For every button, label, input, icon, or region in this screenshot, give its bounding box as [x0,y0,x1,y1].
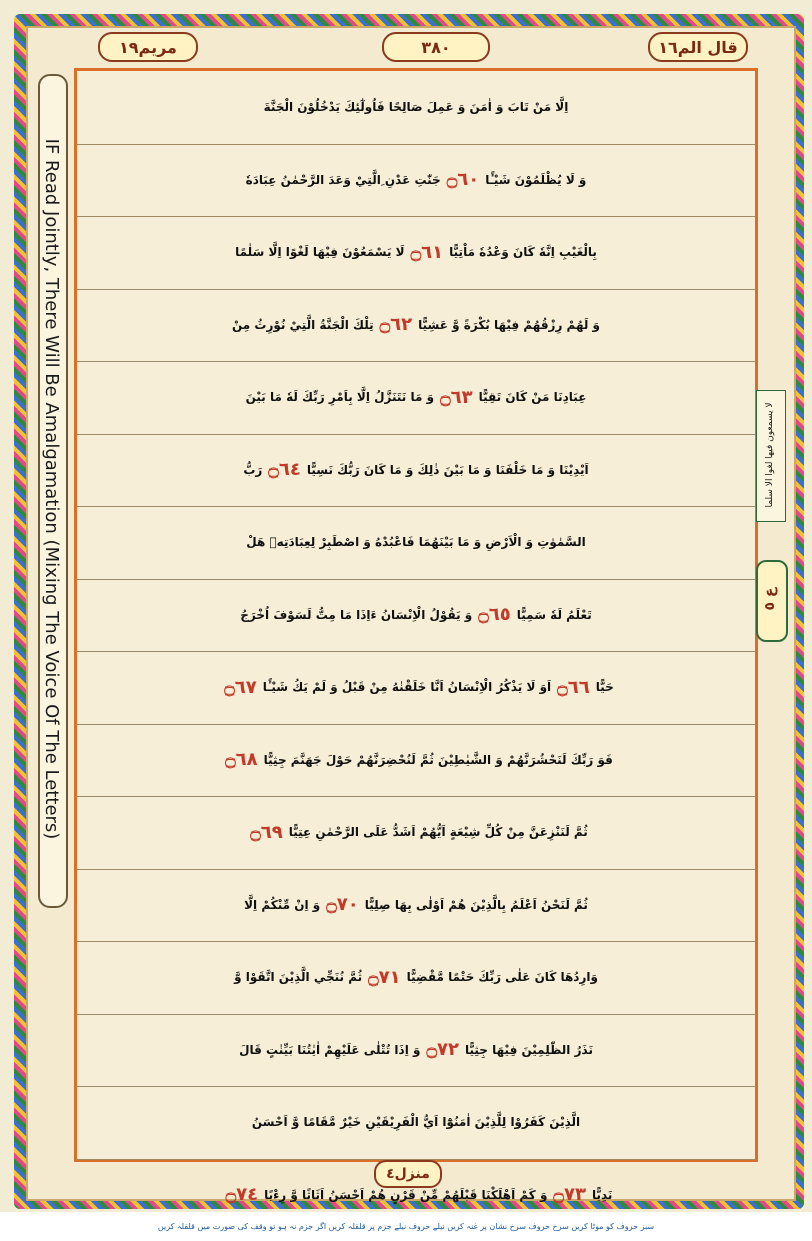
verse-text: الَّذِيْنَ كَفَرُوْا لِلَّذِيْنَ اٰمَنُوْٓا اَيُّ الْفَرِيْقَيْنِ خَيْرٌ مَّقَامًا وَّ اَحْسَنُ [251,1115,581,1130]
ayah-number: ۝٦٦ [557,676,590,698]
verse-text: وَ لَا يُظْلَمُوْنَ شَيْـًٔا [485,172,587,187]
ayah-number: ۝٧٠ [326,894,359,916]
verse-text: ثُمَّ لَنَنْزِعَنَّ مِنْ كُلِّ شِيْعَةٍ اَيُّهُمْ اَشَدُّ عَلَى الرَّحْمٰنِ عِتِيًّا [288,825,588,840]
tajweed-legend: سبز حروف کو موٹا کریں سرخ حروف سرخ نشان پر غنہ کریں نیلے حروف نیلے جزم پر قلقلہ کریں اگر جزم نہ ہو تو وقف کی صورت میں قلقلہ کریں [0,1212,812,1241]
verse-text: وَ اِذَا تُتْلٰى عَلَيْهِمْ اٰيٰتُنَا بَيِّنٰتٍ قَالَ [239,1042,421,1057]
verse-text: ثُمَّ نُنَجِّي الَّذِيْنَ اتَّقَوْا وَّ [234,970,363,985]
page-number: ٣٨٠ [382,32,490,62]
verse-line [77,651,755,725]
ayah-number: ۝٦٨ [225,749,258,771]
ayah-number: ۝٦٤ [268,459,301,481]
verse-text: تِلْكَ الْجَنَّةُ الَّتِيْ نُوْرِثُ مِنْ [232,317,374,332]
verse-text: نَذَرُ الظّٰلِمِيْنَ فِيْهَا جِثِيًّا [464,1042,593,1057]
verse-line [77,1014,755,1088]
ayah-number: ۝٦١ [410,241,444,263]
ayah-number: ۝٧٤ [225,1184,259,1206]
ayah-number: ۝٦٣ [440,386,473,408]
verse-text: اَيْدِيْنَا وَ مَا خَلْفَنَا وَ مَا بَيْنَ ذٰلِكَ وَ مَا كَانَ رَبُّكَ نَسِيًّا [306,462,589,477]
verse-text: نَدِيًّا [591,1187,613,1202]
verse-text: بِالْغَيْبِ اِنَّهٗ كَانَ وَعْدُهٗ مَاْتِيًّا [449,245,597,260]
verse-text: اِلَّا مَنْ تَابَ وَ اٰمَنَ وَ عَمِلَ صَالِحًا فَاُولٰٓئِكَ يَدْخُلُوْنَ الْجَنَّةَ [263,100,569,115]
verse-line [77,941,755,1015]
verse-line [77,724,755,798]
verse-text: وَ مَا نَتَنَزَّلُ اِلَّا بِاَمْرِ رَبِّكَ لَهٗ مَا بَيْنَ [245,390,435,405]
verse-text: فَوَ رَبِّكَ لَنَحْشُرَنَّهُمْ وَ الشَّيٰطِيْنَ ثُمَّ لَنُحْضِرَنَّهُمْ حَوْلَ جَهَنَّمَ جِثِيًّا [263,752,613,767]
verse-line [77,361,755,435]
verse-text: تَعْلَمُ لَهٗ سَمِيًّا [516,607,592,622]
ayah-number: ۝٦٥ [478,604,511,626]
verse-line [77,434,755,508]
verse-text: حَيًّا [595,680,614,695]
ayah-number: ۝٦٠ [446,169,480,191]
verse-text: وَ لَهُمْ رِزْقُهُمْ فِيْهَا بُكْرَةً وَّ عَشِيًّا [418,317,601,332]
verse-line [77,506,755,580]
verse-text: وَ كَمْ اَهْلَكْنَا قَبْلَهُمْ مِّنْ قَرْنٍ هُمْ اَحْسَنُ اَثَاثًا وَّ رِءْيًا [264,1187,548,1202]
verse-line [77,289,755,363]
juz-label: قال الم١٦ [648,32,748,62]
verse-text: لَا يَسْمَعُوْنَ فِيْهَا لَغْوًا اِلَّا سَلٰمًا [235,245,405,260]
verse-text: وَارِدُهَا كَانَ عَلٰى رَبِّكَ حَتْمًا مَّقْضِيًّا [406,970,598,985]
verse-text: وَ يَقُوْلُ الْاِنْسَانُ ءَاِذَا مَا مِتُّ لَسَوْفَ اُخْرَجُ [240,607,473,622]
surah-label: مريم١٩ [98,32,198,62]
ayah-number: ۝٦٢ [379,314,413,336]
verse-line [77,71,755,145]
verse-line [77,796,755,870]
side-note: IF Read Jointly, There Will Be Amalgamation (Mixing The Voice Of The Letters) [41,138,62,840]
verse-line [77,216,755,290]
verse-line [77,144,755,218]
verse-line [77,869,755,943]
verse-line [77,579,755,653]
ayah-number: ۝٦٩ [250,821,283,843]
verse-text: عِبَادِنَا مَنْ كَانَ تَقِيًّا [478,390,587,405]
verse-text: اَوَ لَا يَذْكُرُ الْاِنْسَانُ اَنَّا خَلَقْنٰهُ مِنْ قَبْلُ وَ لَمْ يَكُ شَيْـًٔا [262,680,552,695]
ruku-marker: ع ٥ [762,587,778,611]
verse-text: جَنّٰتِ عَدْنِ ِالَّتِيْ وَعَدَ الرَّحْمٰنُ عِبَادَهٗ [245,172,441,187]
ayah-number: ۝٧٣ [553,1184,586,1206]
margin-note: لا يسمعون فيها لغوا الا سلما [765,402,775,508]
ayah-number: ۝٧٢ [426,1039,459,1061]
verse-text: وَ اِنْ مِّنْكُمْ اِلَّا [244,897,321,912]
ayah-number: ۝٦٧ [224,676,257,698]
verse-text: رَبُّ [243,462,263,477]
verse-text: ثُمَّ لَنَحْنُ اَعْلَمُ بِالَّذِيْنَ هُمْ اَوْلٰى بِهَا صِلِيًّا [364,897,588,912]
verse-line [77,1086,755,1160]
page-header [34,28,784,62]
ayah-number: ۝٧١ [368,966,401,988]
manzil-marker: منزل٤ [374,1160,442,1188]
verse-text: السَّمٰوٰتِ وَ الْاَرْضِ وَ مَا بَيْنَهُمَا فَاعْبُدْهُ وَ اصْطَبِرْ لِعِبَادَتِهٖ هَلْ [246,535,586,550]
